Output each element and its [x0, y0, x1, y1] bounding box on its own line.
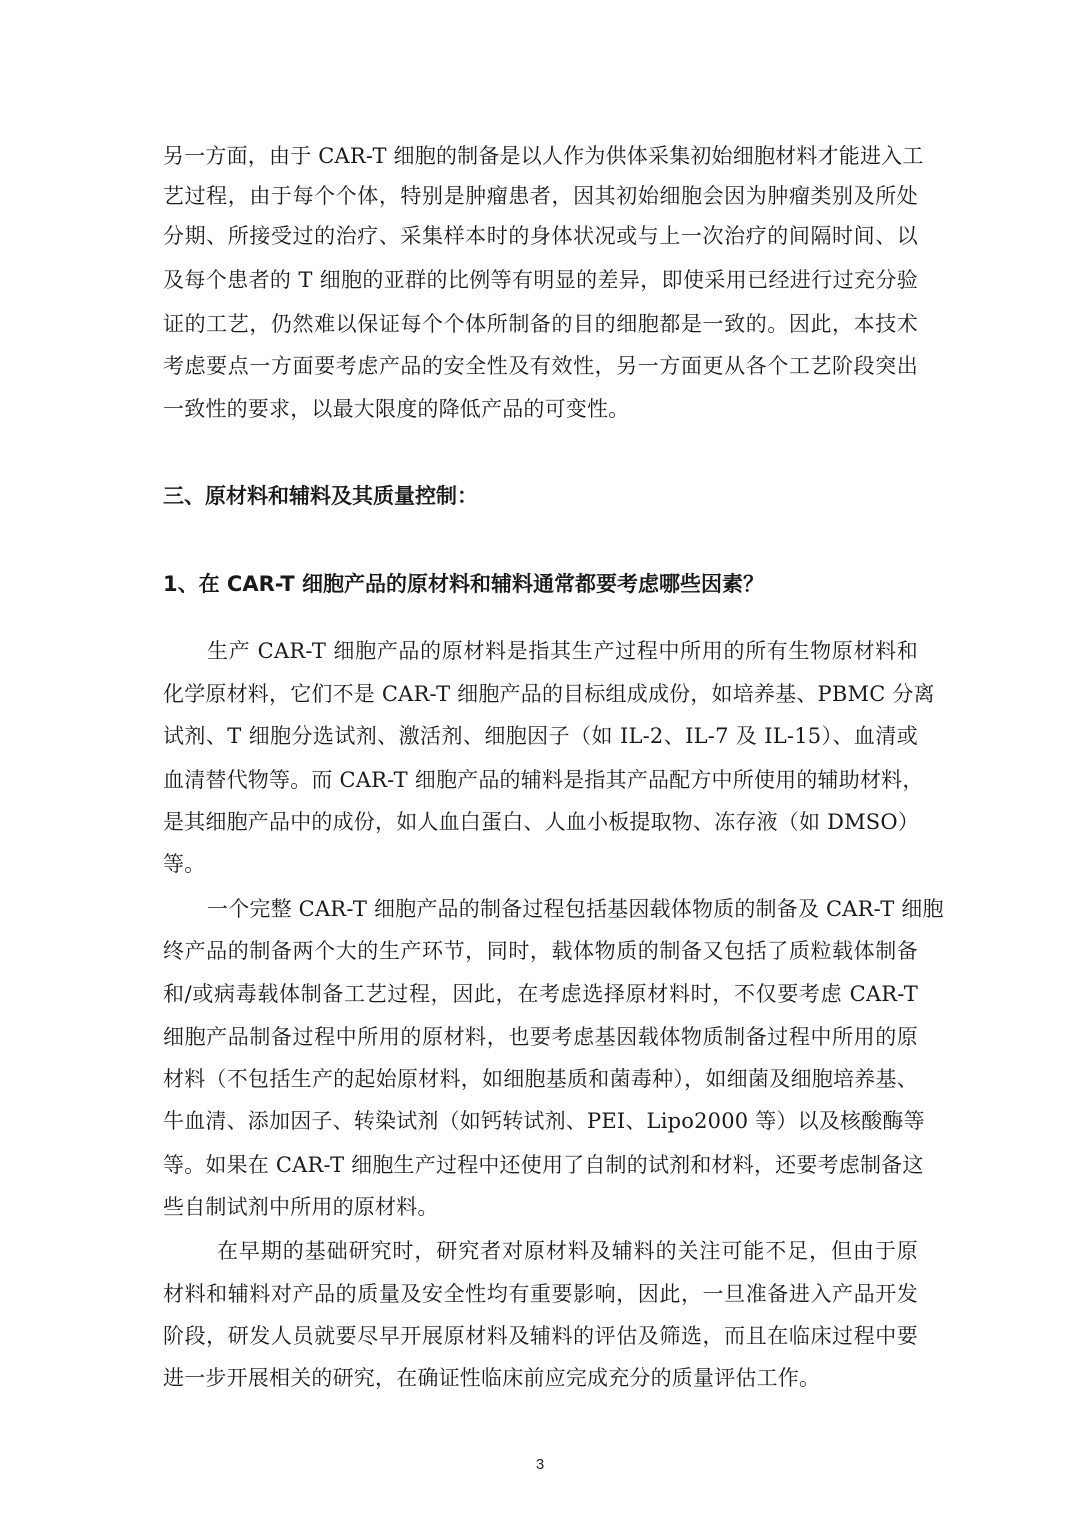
text-line: 进一步开展相关的研究，在确证性临床前应完成充分的质量评估工作。: [163, 1366, 821, 1390]
text-line: 牛血清、添加因子、转染试剂（如钙转试剂、PEI、Lipo2000 等）以及核酸酶等: [163, 1109, 925, 1133]
text-line: 及每个患者的 T 细胞的亚群的比例等有明显的差异，即使采用已经进行过充分验: [163, 268, 918, 292]
text-line: 另一方面，由于 CAR-T 细胞的制备是以人作为供体采集初始细胞材料才能进入工: [163, 144, 924, 168]
text-line: 生产 CAR-T 细胞产品的原材料是指其生产过程中所用的所有生物原材料和: [207, 639, 918, 663]
text-line: 艺过程，由于每个个体，特别是肿瘤患者，因其初始细胞会因为肿瘤类别及所处: [163, 184, 918, 208]
text-line: 终产品的制备两个大的生产环节，同时，载体物质的制备又包括了质粒载体制备: [163, 939, 918, 963]
text-line: 在早期的基础研究时，研究者对原材料及辅料的关注可能不足，但由于原: [217, 1239, 918, 1263]
text-line: 一个完整 CAR-T 细胞产品的制备过程包括基因载体物质的制备及 CAR-T 细胞: [207, 897, 944, 921]
text-line: 试剂、T 细胞分选试剂、激活剂、细胞因子（如 IL-2、IL-7 及 IL-15）、血清或: [163, 724, 918, 748]
text-line: 是其细胞产品中的成份，如人血白蛋白、人血小板提取物、冻存液（如 DMSO）: [163, 810, 920, 834]
text-line: 等。: [163, 852, 206, 876]
text-line: 和/或病毒载体制备工艺过程，因此，在考虑选择原材料时，不仅要考虑 CAR-T: [163, 982, 918, 1006]
text-line: 些自制试剂中所用的原材料。: [163, 1195, 439, 1219]
text-line: 阶段，研发人员就要尽早开展原材料及辅料的评估及筛选，而且在临床过程中要: [163, 1324, 918, 1348]
text-line: 证的工艺，仍然难以保证每个个体所制备的目的细胞都是一致的。因此，本技术: [163, 312, 918, 336]
text-line: 化学原材料，它们不是 CAR-T 细胞产品的目标组成成份，如培养基、PBMC 分离: [163, 682, 935, 706]
text-line: 等。如果在 CAR-T 细胞生产过程中还使用了自制的试剂和材料，还要考虑制备这: [163, 1153, 924, 1177]
section-heading: 三、原材料和辅料及其质量控制：: [163, 484, 478, 508]
text-line: 细胞产品制备过程中所用的原材料，也要考虑基因载体物质制备过程中所用的原: [163, 1025, 918, 1049]
text-line: 一致性的要求，以最大限度的降低产品的可变性。: [163, 397, 630, 421]
text-line: 分期、所接受过的治疗、采集样本时的身体状况或与上一次治疗的间隔时间、以: [163, 224, 918, 248]
text-line: 材料（不包括生产的起始原材料，如细胞基质和菌毒种），如细菌及细胞培养基、: [163, 1067, 918, 1091]
text-line: 血清替代物等。而 CAR-T 细胞产品的辅料是指其产品配方中所使用的辅助材料，: [163, 768, 924, 792]
text-line: 材料和辅料对产品的质量及安全性均有重要影响，因此，一旦准备进入产品开发: [163, 1282, 918, 1306]
page-number: 3: [535, 1456, 545, 1473]
question-heading: 1、在 CAR-T 细胞产品的原材料和辅料通常都要考虑哪些因素？: [163, 572, 765, 596]
text-line: 考虑要点一方面要考虑产品的安全性及有效性，另一方面更从各个工艺阶段突出: [163, 354, 918, 378]
